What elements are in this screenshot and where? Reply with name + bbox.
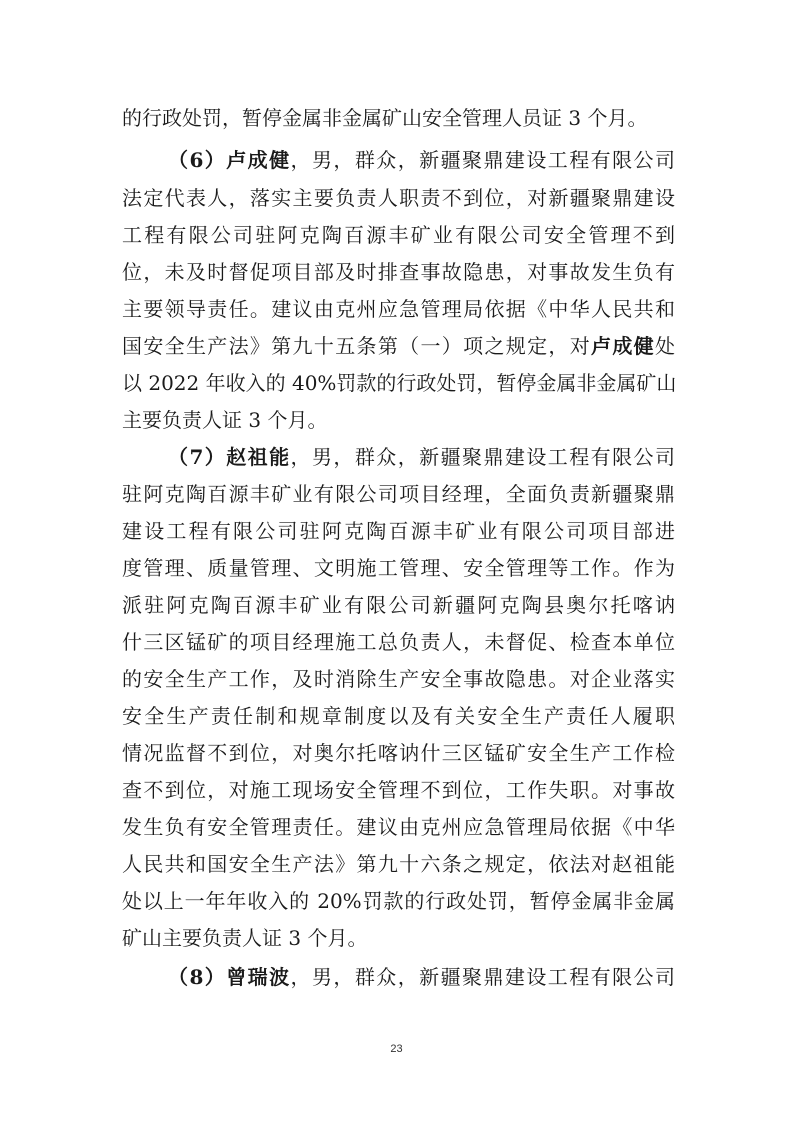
paragraph-line [122, 664, 675, 694]
line-text: 查不到位，对施工现场安全管理不到位，工作失职。对事故 [122, 778, 675, 802]
line-text: 矿山主要负责人证 3 个月。 [122, 926, 368, 950]
paragraph-line [122, 886, 675, 916]
paragraph-line [122, 183, 675, 213]
paragraph-line [122, 849, 675, 879]
line-text: 派驻阿克陶百源丰矿业有限公司新疆阿克陶县奥尔托喀讷 [122, 593, 675, 617]
paragraph-line [122, 627, 675, 657]
paragraph-line [122, 405, 675, 435]
paragraph-line [122, 103, 675, 133]
page-number: 23 [390, 1043, 403, 1055]
line-text: 以 2022 年收入的 40%罚款的行政处罚，暂停金属非金属矿山 [122, 371, 677, 395]
paragraph-line [122, 738, 675, 768]
line-text: 国安全生产法》第九十五条第（一）项之规定，对 [122, 334, 592, 358]
paragraph-line [122, 553, 675, 583]
paragraph-line [122, 331, 675, 361]
paragraph-line [122, 368, 675, 398]
line-text: 主要领导责任。建议由克州应急管理局依据《中华人民共和 [122, 297, 675, 321]
line-text: 法定代表人，落实主要负责人职责不到位，对新疆聚鼎建设 [122, 186, 675, 210]
paragraph-line [122, 516, 675, 546]
paragraph-line [122, 812, 675, 842]
paragraph-line [122, 220, 675, 250]
line-text: 工程有限公司驻阿克陶百源丰矿业有限公司安全管理不到 [122, 223, 675, 247]
paragraph-line [122, 257, 675, 287]
line-text: 处 [655, 334, 676, 358]
line-text: 情况监督不到位，对奥尔托喀讷什三区锰矿安全生产工作检 [122, 741, 675, 765]
paragraph-line [122, 701, 675, 731]
line-text: 位，未及时督促项目部及时排查事故隐患，对事故发生负有 [122, 260, 675, 284]
line-text: 驻阿克陶百源丰矿业有限公司项目经理，全面负责新疆聚鼎 [122, 482, 675, 506]
line-text: 人民共和国安全生产法》第九十六条之规定，依法对赵祖能 [122, 852, 675, 876]
person-heading: （8）曾瑞波 [168, 965, 291, 989]
paragraph-line [122, 923, 675, 953]
paragraph-line [122, 590, 675, 620]
person-heading: （6）卢成健 [168, 148, 291, 172]
paragraph-line [168, 962, 675, 992]
line-text: 安全生产责任制和规章制度以及有关安全生产责任人履职 [122, 704, 675, 728]
paragraph-line [168, 442, 675, 472]
person-name: 卢成健 [591, 334, 656, 358]
line-text: 发生负有安全管理责任。建议由克州应急管理局依据《中华 [122, 815, 675, 839]
line-text: ，男，群众，新疆聚鼎建设工程有限公司 [290, 445, 675, 469]
paragraph-line [122, 479, 675, 509]
line-text: 建设工程有限公司驻阿克陶百源丰矿业有限公司项目部进 [122, 519, 675, 543]
line-text: 主要负责人证 3 个月。 [122, 408, 328, 432]
paragraph-line [168, 145, 675, 175]
line-text: 什三区锰矿的项目经理施工总负责人，未督促、检查本单位 [122, 630, 675, 654]
line-text: 的安全生产工作，及时消除生产安全事故隐患。对企业落实 [122, 667, 675, 691]
line-text: ，男，群众，新疆聚鼎建设工程有限公司 [290, 148, 675, 172]
line-text: 度管理、质量管理、文明施工管理、安全管理等工作。作为 [122, 556, 675, 580]
paragraph-line [122, 294, 675, 324]
person-heading: （7）赵祖能 [168, 445, 291, 469]
paragraph-line [122, 775, 675, 805]
line-text: ，男，群众，新疆聚鼎建设工程有限公司 [290, 965, 675, 989]
line-text: 的行政处罚，暂停金属非金属矿山安全管理人员证 3 个月。 [122, 106, 648, 130]
line-text: 处以上一年年收入的 20%罚款的行政处罚，暂停金属非金属 [122, 889, 675, 913]
